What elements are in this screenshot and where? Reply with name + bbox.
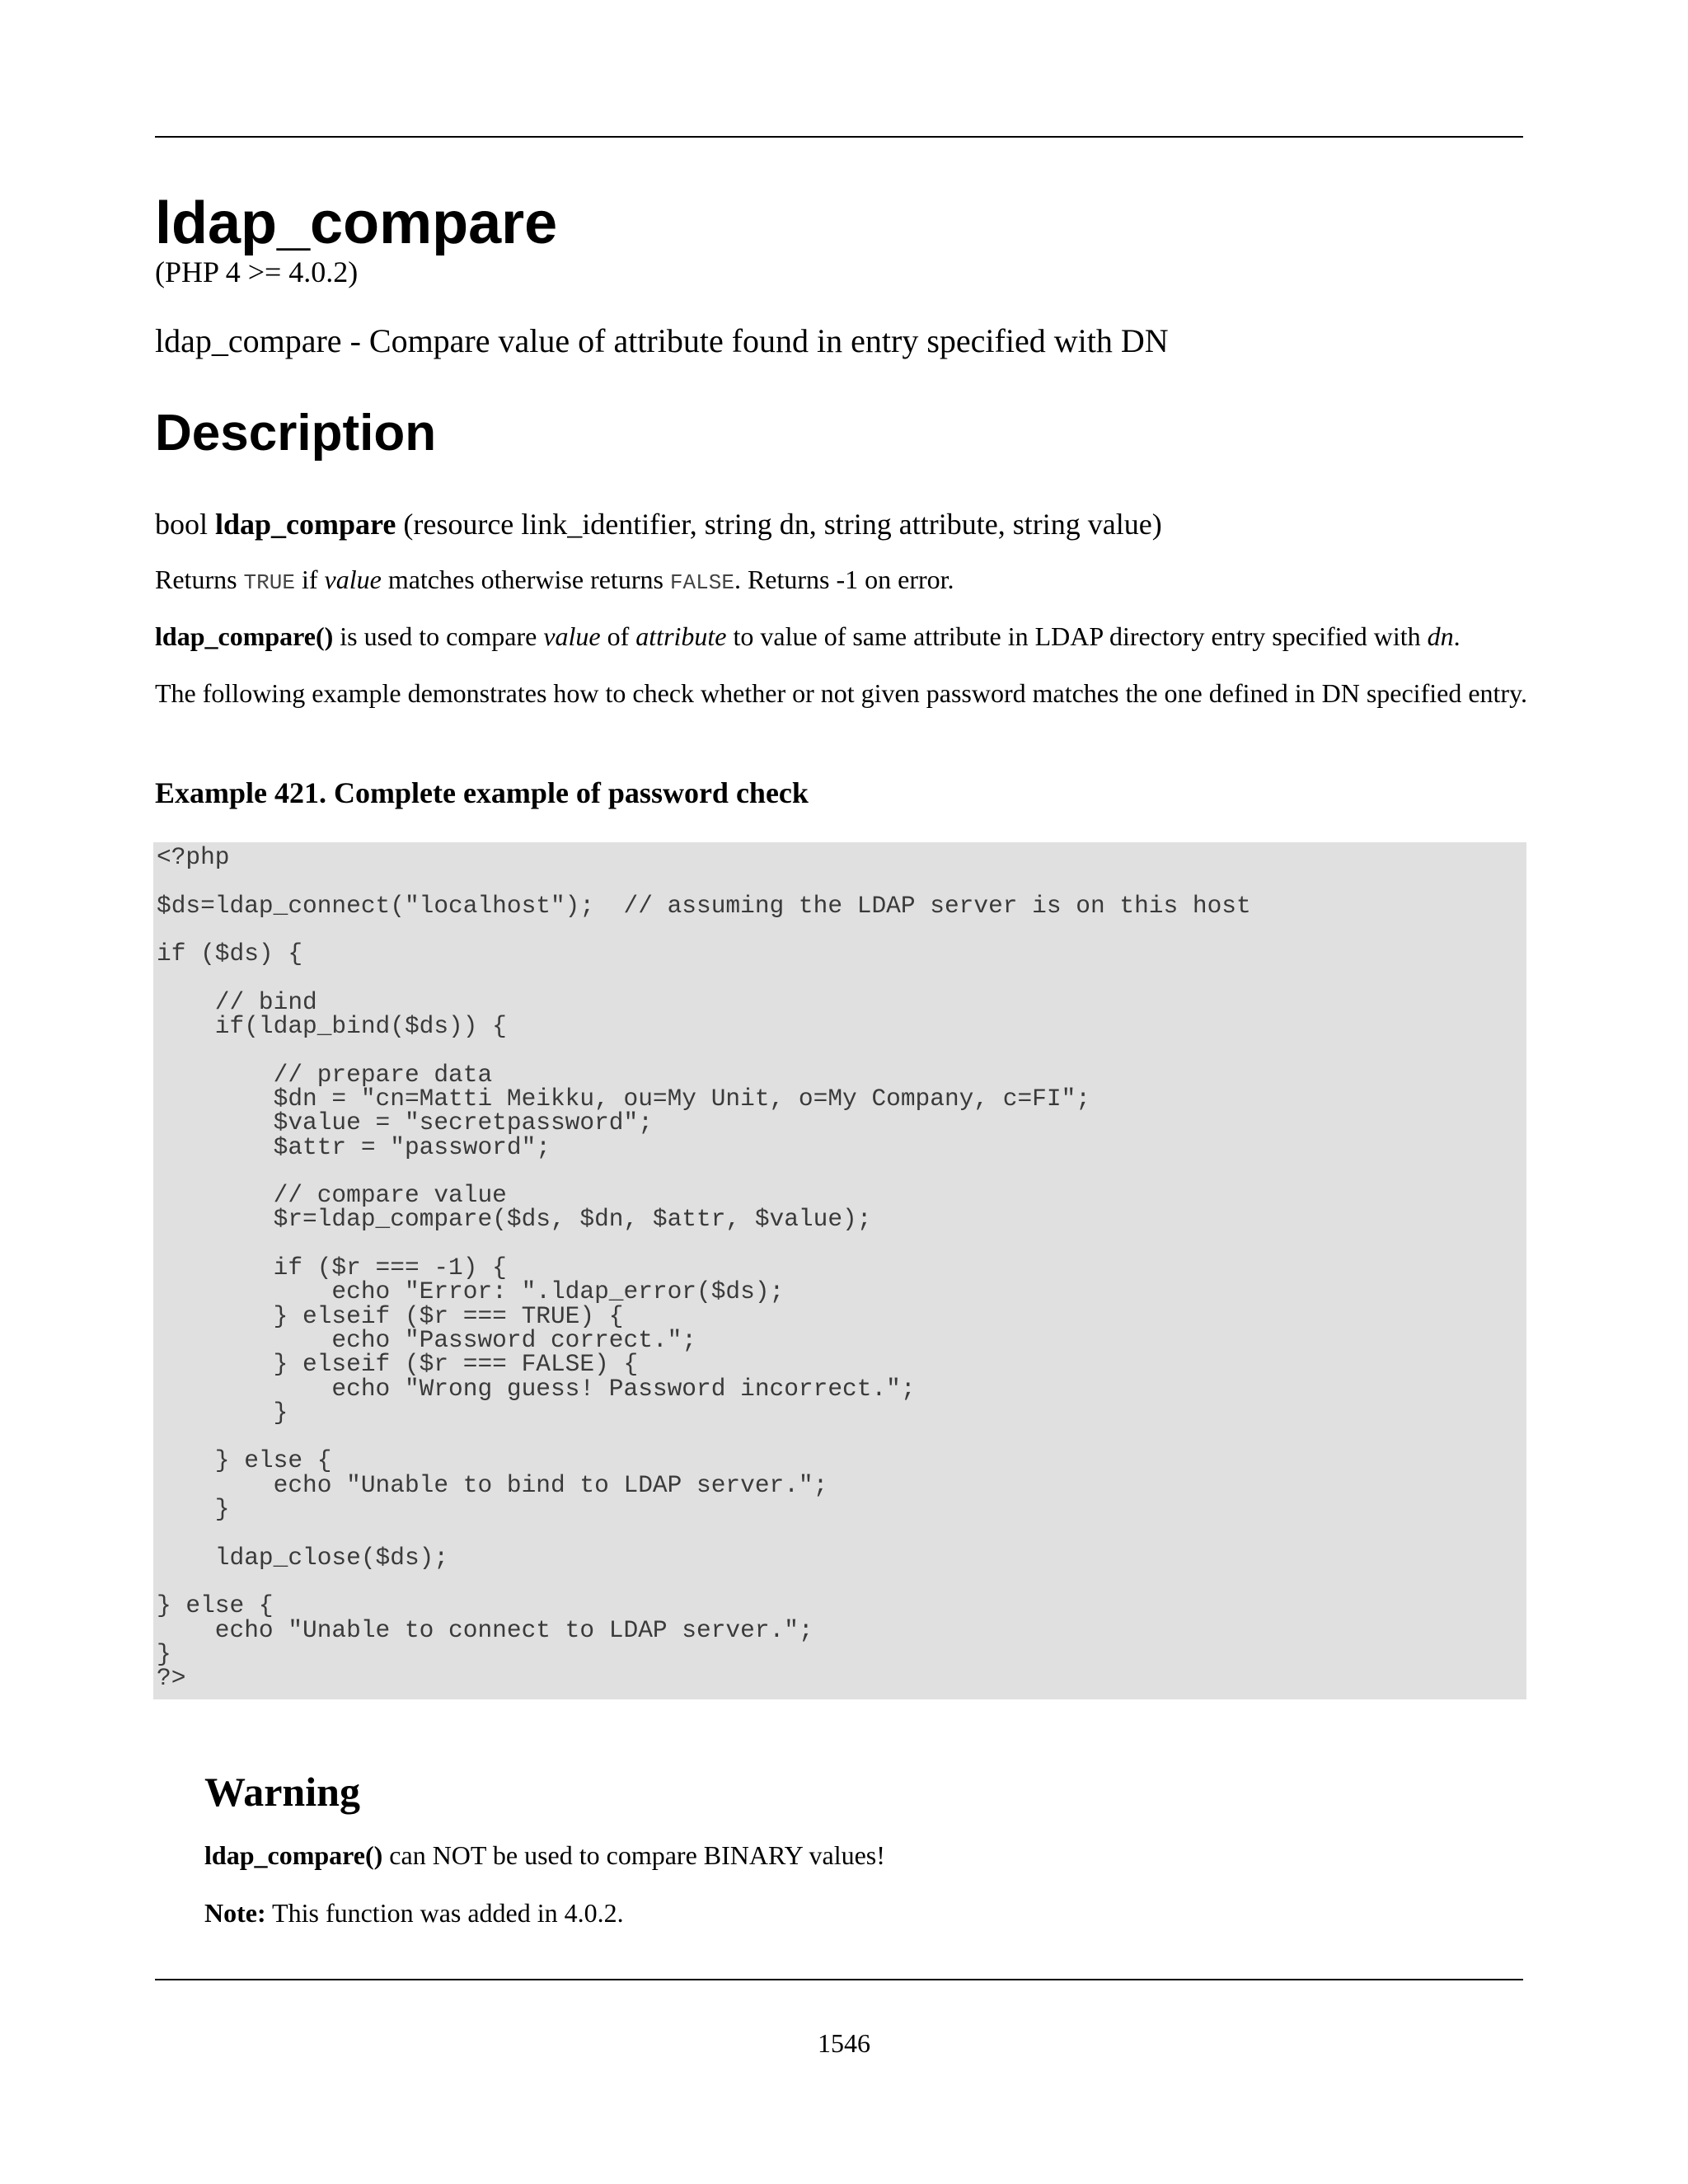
- function-params: (resource link_identifier, string dn, string attribute, string value): [403, 508, 1162, 541]
- usage-paragraph: [155, 621, 1527, 652]
- returns-text-2: if: [294, 565, 325, 594]
- returns-text-4: . Returns -1 on error.: [734, 565, 954, 594]
- returns-text-1: Returns: [155, 565, 244, 594]
- page-number: 1546: [818, 2028, 870, 2058]
- example-title: Example 421. Complete example of password check: [155, 776, 809, 809]
- note-body: This function was added in 4.0.2.: [265, 1898, 624, 1928]
- value-param: value: [543, 621, 601, 651]
- note-text: [204, 1897, 624, 1929]
- function-name: ldap_compare: [215, 508, 396, 541]
- returns-paragraph: [155, 564, 1527, 598]
- usage-text-4: .: [1453, 621, 1461, 651]
- false-constant: FALSE: [669, 570, 734, 595]
- warning-heading: Warning: [204, 1769, 360, 1815]
- page-title: ldap_compare: [155, 190, 558, 256]
- note-label: Note:: [204, 1898, 266, 1928]
- version-info: (PHP 4 >= 4.0.2): [155, 255, 359, 288]
- returns-text-3: matches otherwise returns: [381, 565, 670, 594]
- warning-body: can NOT be used to compare BINARY values!: [382, 1840, 885, 1870]
- intro-paragraph: The following example demonstrates how to check whether or not given password matches the one defined in DN specified entry.: [155, 678, 1527, 708]
- usage-text-2: of: [600, 621, 636, 651]
- function-synopsis: [155, 506, 1162, 542]
- function-ref: ldap_compare(): [155, 621, 334, 651]
- description-heading: Description: [155, 405, 437, 462]
- code-example: [153, 842, 1526, 1699]
- bottom-rule: [155, 1979, 1523, 1980]
- top-rule: [155, 136, 1523, 138]
- usage-text-3: to value of same attribute in LDAP directory entry specified with: [726, 621, 1428, 651]
- dn-param: dn: [1427, 621, 1454, 651]
- function-ref: ldap_compare(): [204, 1840, 383, 1870]
- usage-text-1: is used to compare: [333, 621, 544, 651]
- return-type: bool: [155, 508, 209, 541]
- value-param: value: [324, 565, 382, 594]
- function-purpose: ldap_compare - Compare value of attribute found in entry specified with DN: [155, 322, 1169, 359]
- code-listing: <?php $ds=ldap_connect("localhost"); // assuming the LDAP server is on this host if ($ds) { // bind if(ldap_bind($ds)) { // prepare data $dn = "cn=Matti Meikku, ou=My Unit, o=My Company, c=FI"; $value = "secretpassword"; $attr = "password"; // compare value $r=ldap_compare($ds, $dn, $attr, $value); if ($r === -1) { echo "Error: ".ldap_error($ds); } elseif ($r === TRUE) { echo "Password correct."; } elseif ($r === FALSE) { echo "Wrong guess! Password incorrect."; } } else { echo "Unable to bind to LDAP server."; } ldap_close($ds); } else { echo "Unable to connect to LDAP server."; } ?>: [157, 843, 1251, 1693]
- attribute-param: attribute: [635, 621, 727, 651]
- true-constant: TRUE: [243, 570, 295, 595]
- warning-text: [204, 1840, 885, 1871]
